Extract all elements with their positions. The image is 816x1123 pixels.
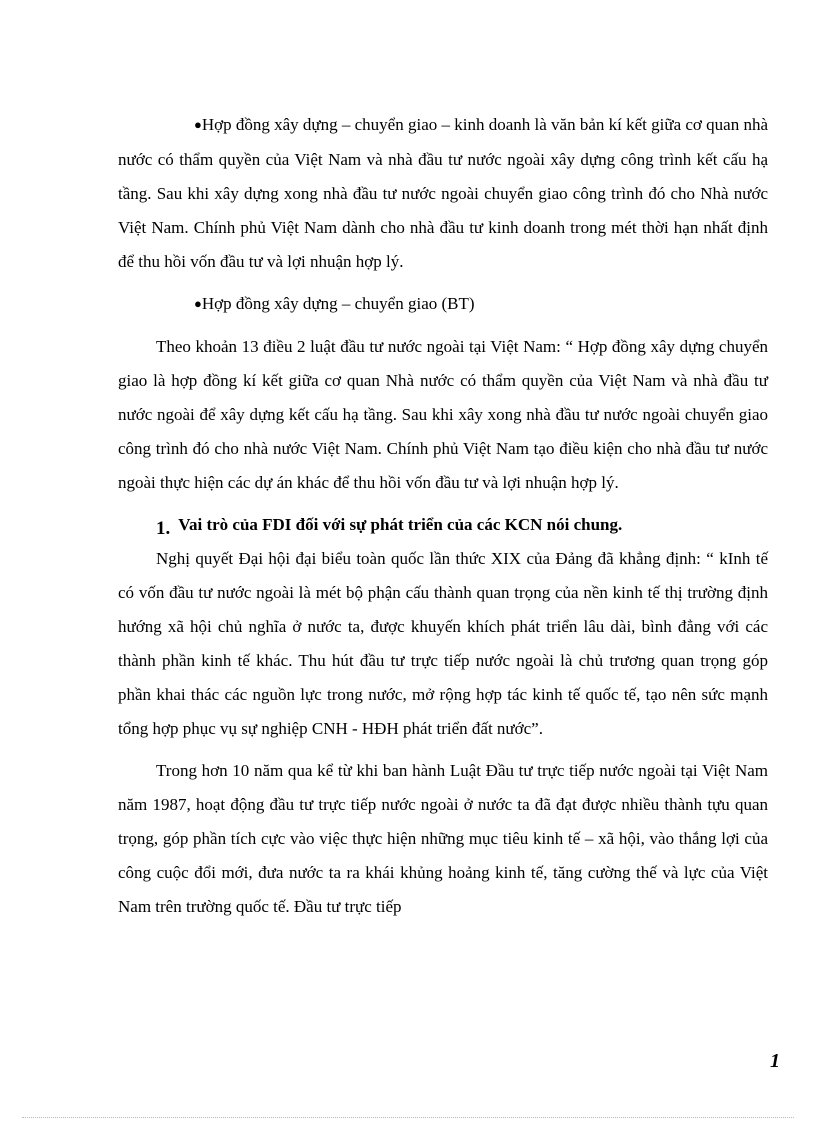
section-number: 1.: [156, 518, 171, 539]
page-number: 1: [770, 1050, 780, 1072]
bullet-icon: ●: [194, 296, 202, 311]
footer-divider: [22, 1117, 794, 1118]
section-title: Vai trò của FDI đối với sự phát triển của các KCN nói chung.: [178, 515, 623, 534]
paragraph-bt-title: [118, 287, 768, 322]
section-heading: [118, 508, 768, 542]
paragraph-bot-definition: [118, 108, 768, 279]
paragraph-decade: [118, 754, 768, 924]
body-text: [118, 108, 768, 924]
paragraph-bt-definition: [118, 330, 768, 500]
paragraph-text: Theo khoản 13 điều 2 luật đầu tư nước ngoài tại Việt Nam: “ Hợp đồng xây dựng chuyển giao là hợp đồng kí kết giữa cơ quan Nhà nước có thẩm quyền của Việt Nam và nhà đầu tư nước ngoài để xây dựng kết cấu hạ tầng. Sau khi xây xong nhà đầu tư nước ngoài chuyển giao công trình đó cho nhà nước Việt Nam. Chính phủ Việt Nam tạo điều kiện cho nhà đầu tư nước ngoài thực hiện các dự án khác để thu hồi vốn đầu tư và lợi nhuận hợp lý.: [118, 337, 768, 492]
paragraph-text: Nghị quyết Đại hội đại biểu toàn quốc lần thức XIX của Đảng đã khẳng định: “ kInh tế có vốn đầu tư nước ngoài là mét bộ phận cấu thành quan trọng của nền kinh tế thị trường định hướng xã hội chủ nghĩa ở nước ta, được khuyến khích phát triển lâu dài, bình đẳng với các thành phần kinh tế khác. Thu hút đầu tư trực tiếp nước ngoài là chủ trương quan trọng góp phần khai thác các nguồn lực trong nước, mở rộng hợp tác kinh tế quốc tế, tạo nên sức mạnh tổng hợp phục vụ sự nghiệp CNH - HĐH phát triển đất nước”.: [118, 549, 768, 738]
paragraph-text: Trong hơn 10 năm qua kể từ khi ban hành Luật Đầu tư trực tiếp nước ngoài tại Việt Nam năm 1987, hoạt động đầu tư trực tiếp nước ngoài ở nước ta đã đạt được nhiều thành tựu quan trọng, góp phần tích cực vào việc thực hiện những mục tiêu kinh tế – xã hội, vào thắng lợi của công cuộc đổi mới, đưa nước ta ra khái khủng hoảng kinh tế, tăng cường thế và lực của Việt Nam trên trường quốc tế. Đầu tư trực tiếp: [118, 761, 768, 916]
paragraph-resolution: [118, 542, 768, 746]
bullet-icon: ●: [194, 117, 202, 132]
paragraph-text: Hợp đồng xây dựng – chuyển giao (BT): [201, 294, 475, 313]
paragraph-text: Hợp đồng xây dựng – chuyển giao – kinh doanh là văn bản kí kết giữa cơ quan nhà nước có thẩm quyền của Việt Nam và nhà đầu tư nước ngoài xây dựng công trình kết cấu hạ tầng. Sau khi xây dựng xong nhà đầu tư nước ngoài chuyển giao công trình đó cho Nhà nước Việt Nam. Chính phủ Việt Nam dành cho nhà đầu tư kinh doanh trong mét thời hạn nhất định để thu hồi vốn đầu tư và lợi nhuận hợp lý.: [118, 115, 768, 271]
